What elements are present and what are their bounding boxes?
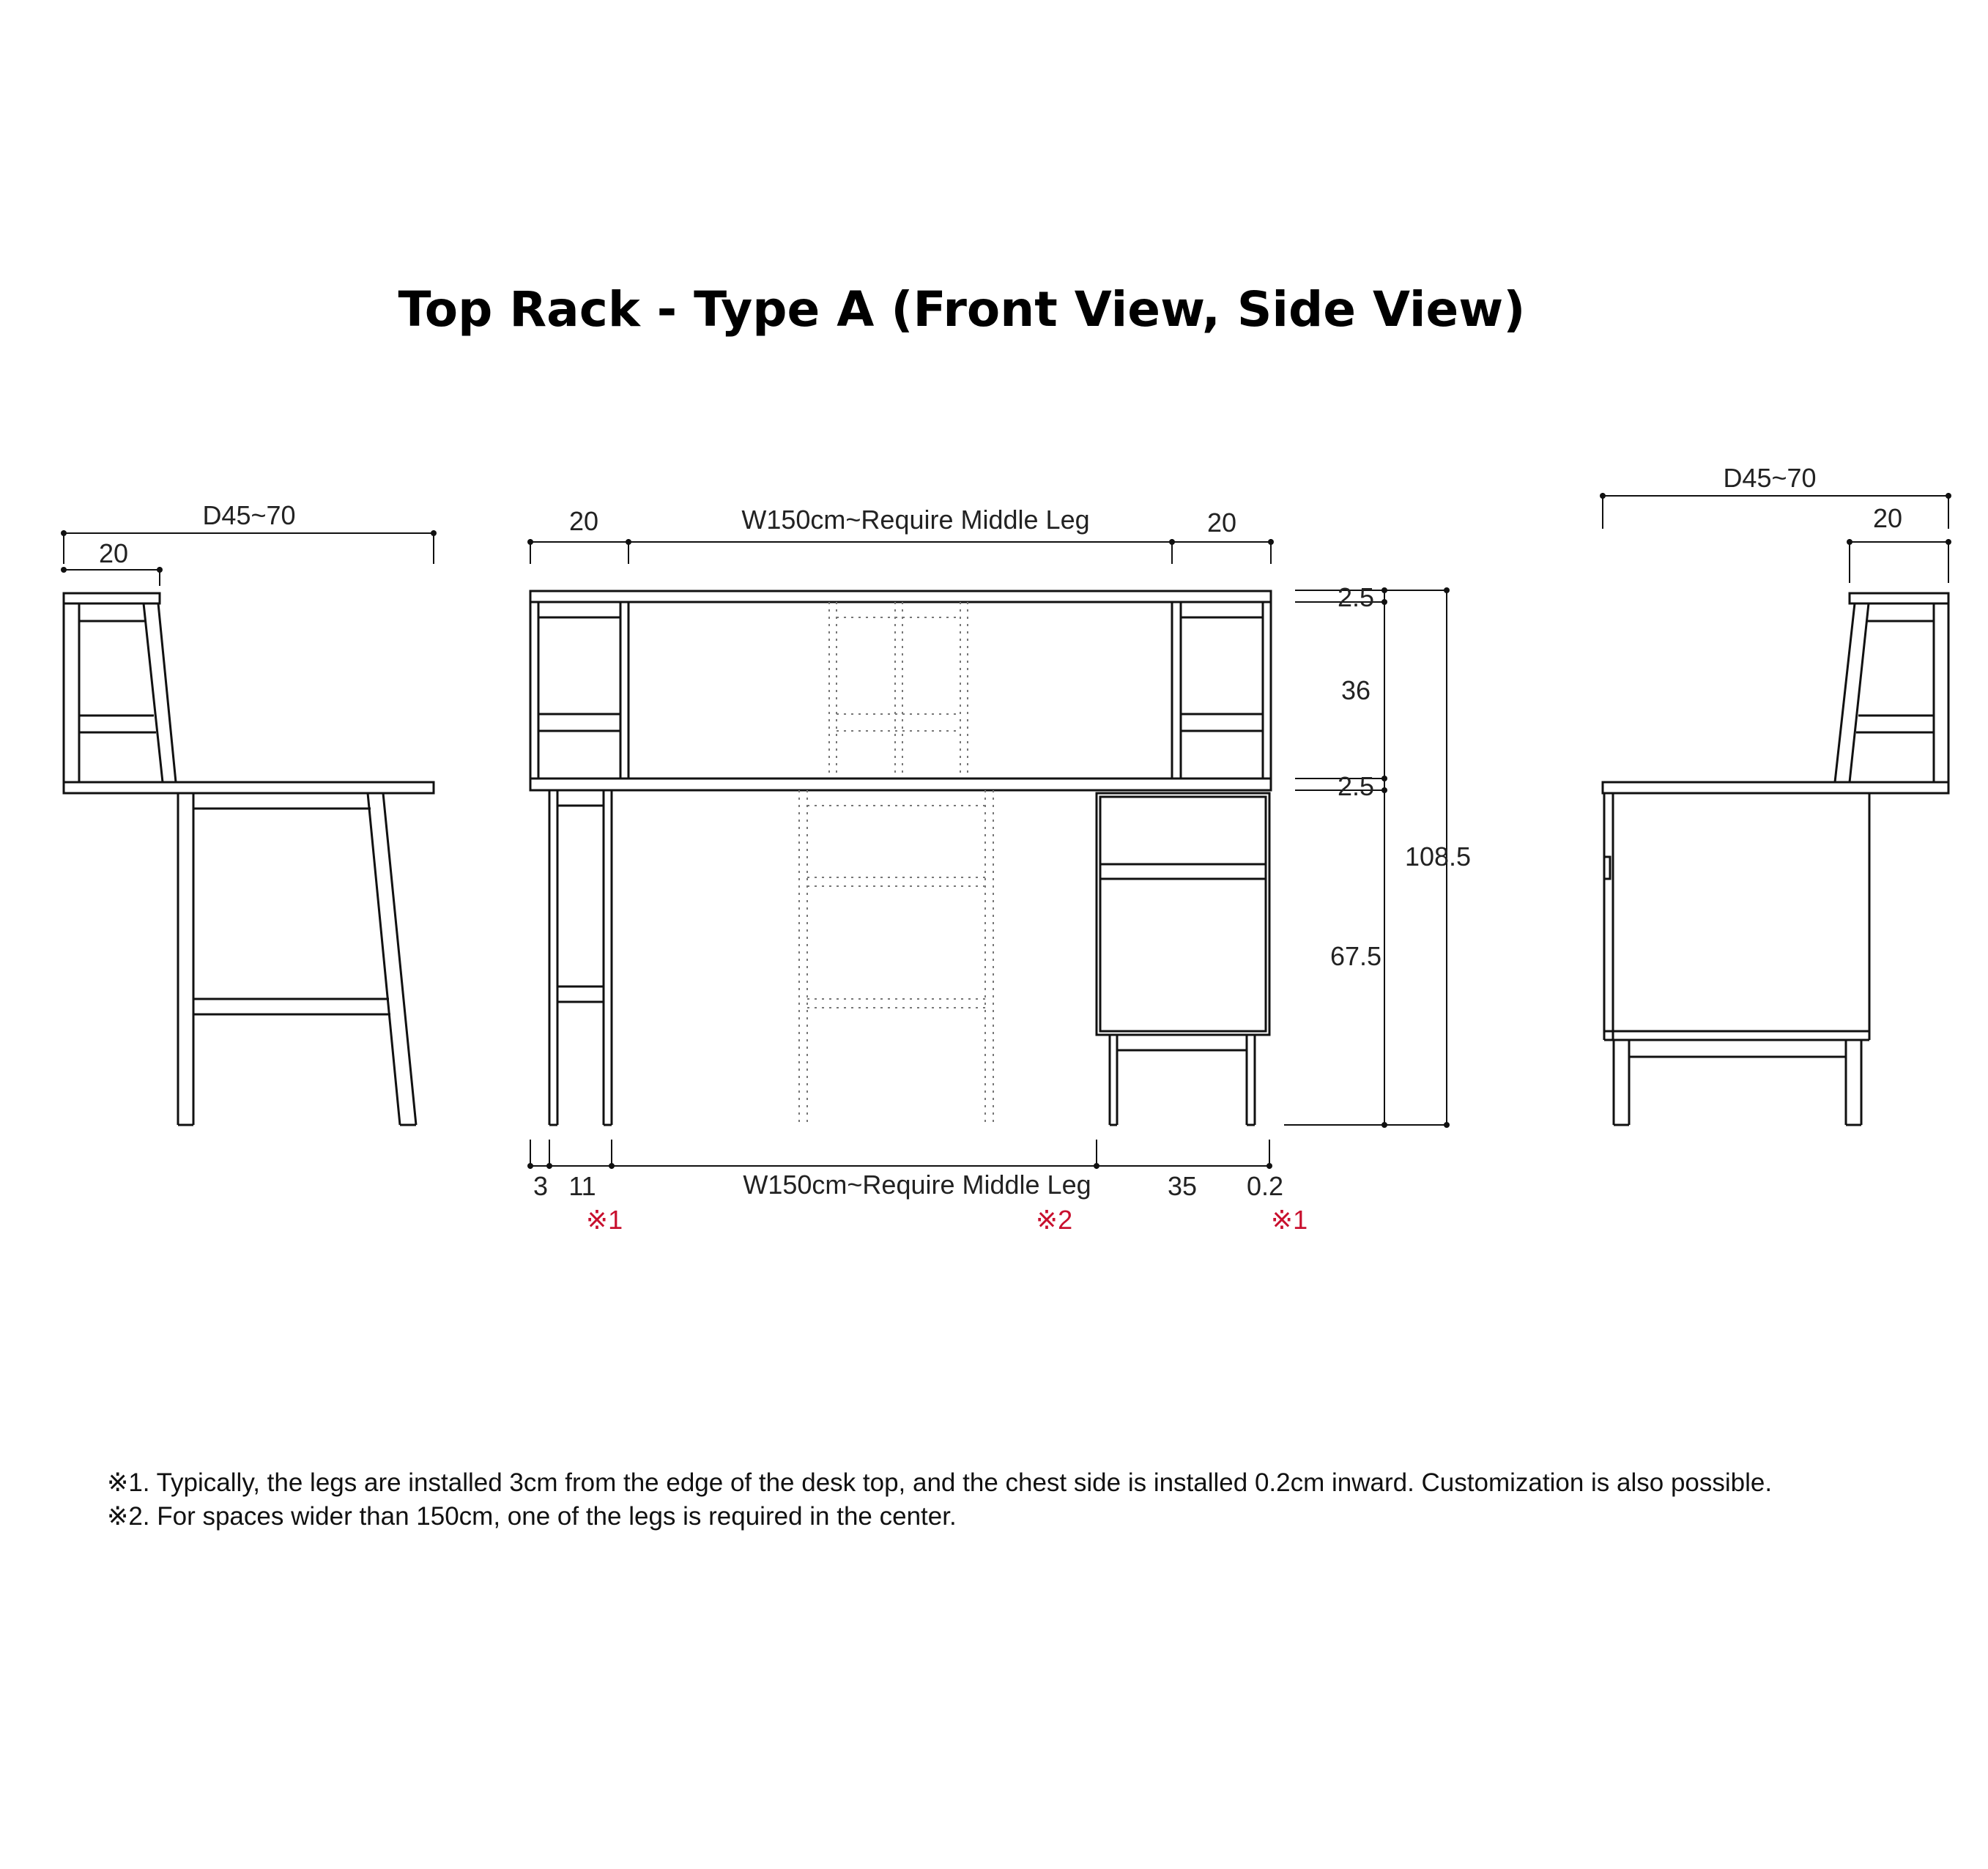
desk-height-label: 67.5: [1329, 941, 1382, 971]
left-desk-top: [64, 782, 434, 793]
left-rack-depth-label: 20: [98, 538, 129, 568]
front-hidden-middle-leg: [799, 790, 993, 1125]
left-side-view: [61, 500, 437, 1125]
note-2: ※2. For spaces wider than 150cm, one of the legs is required in the center.: [107, 1502, 957, 1531]
chest-inset-label: 0.2: [1246, 1171, 1284, 1201]
right-chest-side: [1604, 793, 1869, 1040]
note-ref-right: ※1: [1270, 1205, 1308, 1235]
front-bottom-dimension: [527, 1140, 1308, 1235]
left-depth-label: D45~70: [202, 500, 296, 530]
total-height-label: 108.5: [1404, 841, 1472, 872]
right-rack-depth-label: 20: [1872, 503, 1903, 533]
front-top-dimension: [527, 505, 1274, 564]
front-rack-top-board: [530, 591, 1271, 602]
front-chest: [1097, 793, 1269, 1125]
front-width-label-top: W150cm~Require Middle Leg: [741, 505, 1090, 535]
right-side-view: [1600, 463, 1951, 1125]
front-left-bay-label: 20: [568, 506, 599, 536]
desk-board-thickness-label: 2.5: [1337, 771, 1375, 801]
note-ref-middle: ※2: [1035, 1205, 1073, 1235]
front-view: [527, 505, 1471, 1235]
notes: [107, 1468, 1772, 1531]
front-hidden-rack-outline: [829, 602, 968, 779]
note-ref-left: ※1: [585, 1205, 623, 1235]
front-desk-top: [530, 779, 1271, 790]
front-right-bay-label: 20: [1206, 508, 1237, 538]
top-board-thickness-label: 2.5: [1337, 582, 1375, 612]
chest-width-label: 35: [1167, 1171, 1198, 1201]
right-rack-top-board: [1850, 593, 1948, 603]
front-width-label-bottom: W150cm~Require Middle Leg: [743, 1170, 1091, 1200]
page-title: Top Rack - Type A (Front View, Side View): [398, 281, 1526, 338]
note-1: ※1. Typically, the legs are installed 3cm from the edge of the desk top, and the chest side is installed 0.2cm inward. Customization is also possible.: [107, 1468, 1773, 1497]
right-desk-top: [1603, 782, 1948, 793]
front-height-dimensions: [1284, 582, 1471, 1128]
rack-height-label: 36: [1340, 675, 1371, 705]
right-depth-label: D45~70: [1723, 463, 1817, 493]
leg-span-label: 11: [568, 1171, 596, 1201]
right-rack-depth-dimension: [1847, 503, 1951, 583]
leg-offset-label: 3: [533, 1171, 549, 1201]
left-rack-top-board: [64, 593, 160, 603]
left-rack-depth-dimension: [61, 538, 163, 586]
